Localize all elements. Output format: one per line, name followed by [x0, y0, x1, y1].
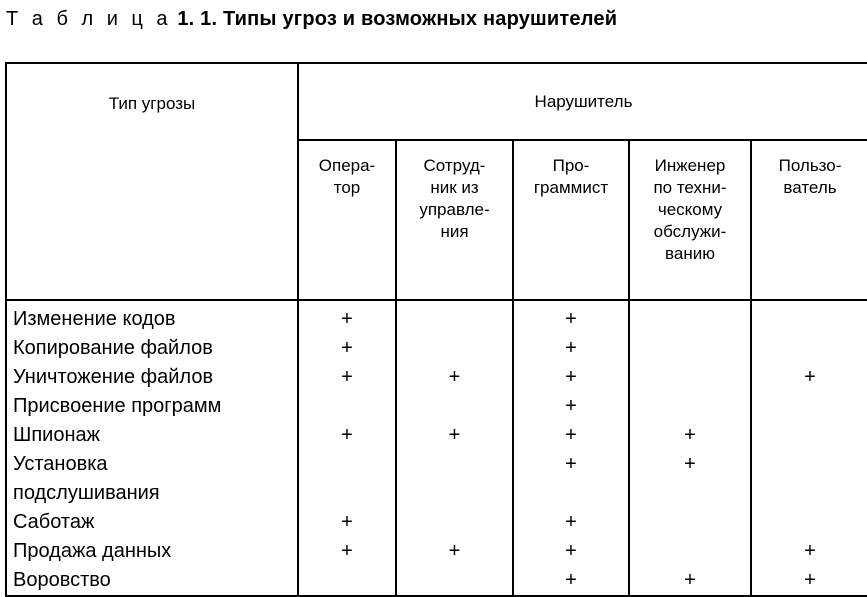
plus-mark: + — [513, 450, 629, 508]
plus-mark: + — [629, 421, 751, 450]
table-row — [6, 450, 867, 508]
empty-cell — [396, 392, 513, 421]
plus-mark: + — [513, 334, 629, 363]
plus-mark: + — [396, 363, 513, 392]
empty-cell — [396, 334, 513, 363]
column-header-management-employee — [396, 140, 513, 300]
empty-cell — [298, 450, 396, 508]
plus-mark: + — [298, 537, 396, 566]
threat-label — [6, 566, 298, 596]
threat-label-line: Установка — [13, 453, 108, 475]
plus-mark: + — [629, 566, 751, 596]
threat-label-line: Шпионаж — [13, 424, 101, 446]
column-header-line: ческому — [657, 200, 723, 219]
caption-number: 1. 1. — [171, 8, 218, 30]
table-row — [6, 392, 867, 421]
threat-label-line: Уничтожение файлов — [13, 366, 214, 388]
empty-cell — [629, 334, 751, 363]
threat-label — [6, 421, 298, 450]
column-header-line: ватель — [783, 178, 837, 197]
column-header-line: тор — [333, 178, 361, 197]
empty-cell — [396, 300, 513, 334]
caption-prefix: Т а б л и ц а — [6, 8, 172, 30]
header-threat-type: Тип угрозы — [6, 63, 298, 300]
threat-label-line: Присвоение программ — [13, 395, 222, 417]
plus-mark: + — [298, 363, 396, 392]
threat-label — [6, 334, 298, 363]
plus-mark: + — [804, 366, 816, 388]
table-row — [6, 508, 867, 537]
empty-cell — [396, 508, 513, 537]
plus-mark: + — [751, 566, 867, 596]
empty-cell — [629, 508, 751, 537]
empty-cell — [751, 421, 867, 450]
table-row — [6, 300, 867, 334]
empty-cell — [751, 392, 867, 421]
threat-label-line: Воровство — [13, 569, 111, 591]
empty-cell — [751, 334, 867, 363]
table-row — [6, 421, 867, 450]
empty-cell — [396, 566, 513, 596]
plus-mark: + — [298, 421, 396, 450]
plus-mark: + — [804, 540, 816, 562]
threats-table — [5, 62, 867, 597]
plus-mark: + — [513, 508, 629, 537]
column-header-line: граммист — [533, 178, 609, 197]
column-header-line: обслужи- — [653, 222, 727, 241]
plus-mark: + — [396, 537, 513, 566]
column-header-line: ник из — [430, 178, 479, 197]
table-row — [6, 363, 867, 392]
plus-mark: + — [513, 363, 629, 392]
empty-cell — [751, 450, 867, 508]
column-header-line: Сотруд- — [423, 156, 486, 175]
plus-mark: + — [298, 508, 396, 537]
empty-cell — [298, 566, 396, 596]
threat-label — [6, 363, 298, 392]
plus-mark: + — [396, 421, 513, 450]
column-header-line: ния — [440, 222, 469, 241]
empty-cell — [751, 508, 867, 537]
plus-mark: + — [298, 300, 396, 334]
plus-mark: + — [513, 566, 629, 596]
column-header-user — [751, 140, 867, 300]
column-header-line: ванию — [665, 244, 715, 263]
empty-cell — [629, 392, 751, 421]
empty-cell — [298, 392, 396, 421]
threat-label-line: Изменение кодов — [13, 308, 176, 330]
column-header-programmer — [513, 140, 629, 300]
column-header-line: по техни- — [653, 178, 727, 197]
empty-cell — [629, 537, 751, 566]
threat-label — [6, 537, 298, 566]
column-header-line: Инженер — [654, 156, 726, 175]
threat-label — [6, 392, 298, 421]
threat-label — [6, 300, 298, 334]
table-row — [6, 334, 867, 363]
threat-label — [6, 450, 298, 508]
plus-mark: + — [513, 537, 629, 566]
column-header-line: Пользо- — [778, 156, 842, 175]
empty-cell — [396, 450, 513, 508]
table-body — [6, 300, 867, 596]
column-header-line: Про- — [552, 156, 590, 175]
plus-mark: + — [298, 334, 396, 363]
plus-mark: + — [513, 421, 629, 450]
plus-mark: + — [513, 300, 629, 334]
column-header-line: управле- — [419, 200, 490, 219]
table-caption — [6, 8, 617, 31]
plus-mark: + — [629, 450, 751, 508]
column-header-operator — [298, 140, 396, 300]
plus-mark: + — [513, 392, 629, 421]
threat-label-line: Копирование файлов — [13, 337, 213, 359]
table-row — [6, 566, 867, 596]
threat-label-line: Саботаж — [13, 511, 95, 533]
column-header-line: Опера- — [318, 156, 376, 175]
table-row — [6, 537, 867, 566]
threat-label-line: подслушивания — [13, 482, 160, 504]
threat-label — [6, 508, 298, 537]
header-intruder: Нарушитель — [298, 63, 867, 140]
empty-cell — [751, 300, 867, 334]
empty-cell — [629, 363, 751, 392]
caption-title: Типы угроз и возможных нарушителей — [217, 8, 618, 30]
threat-label-line: Продажа данных — [13, 540, 172, 562]
column-header-maintenance-engineer — [629, 140, 751, 300]
empty-cell — [629, 300, 751, 334]
